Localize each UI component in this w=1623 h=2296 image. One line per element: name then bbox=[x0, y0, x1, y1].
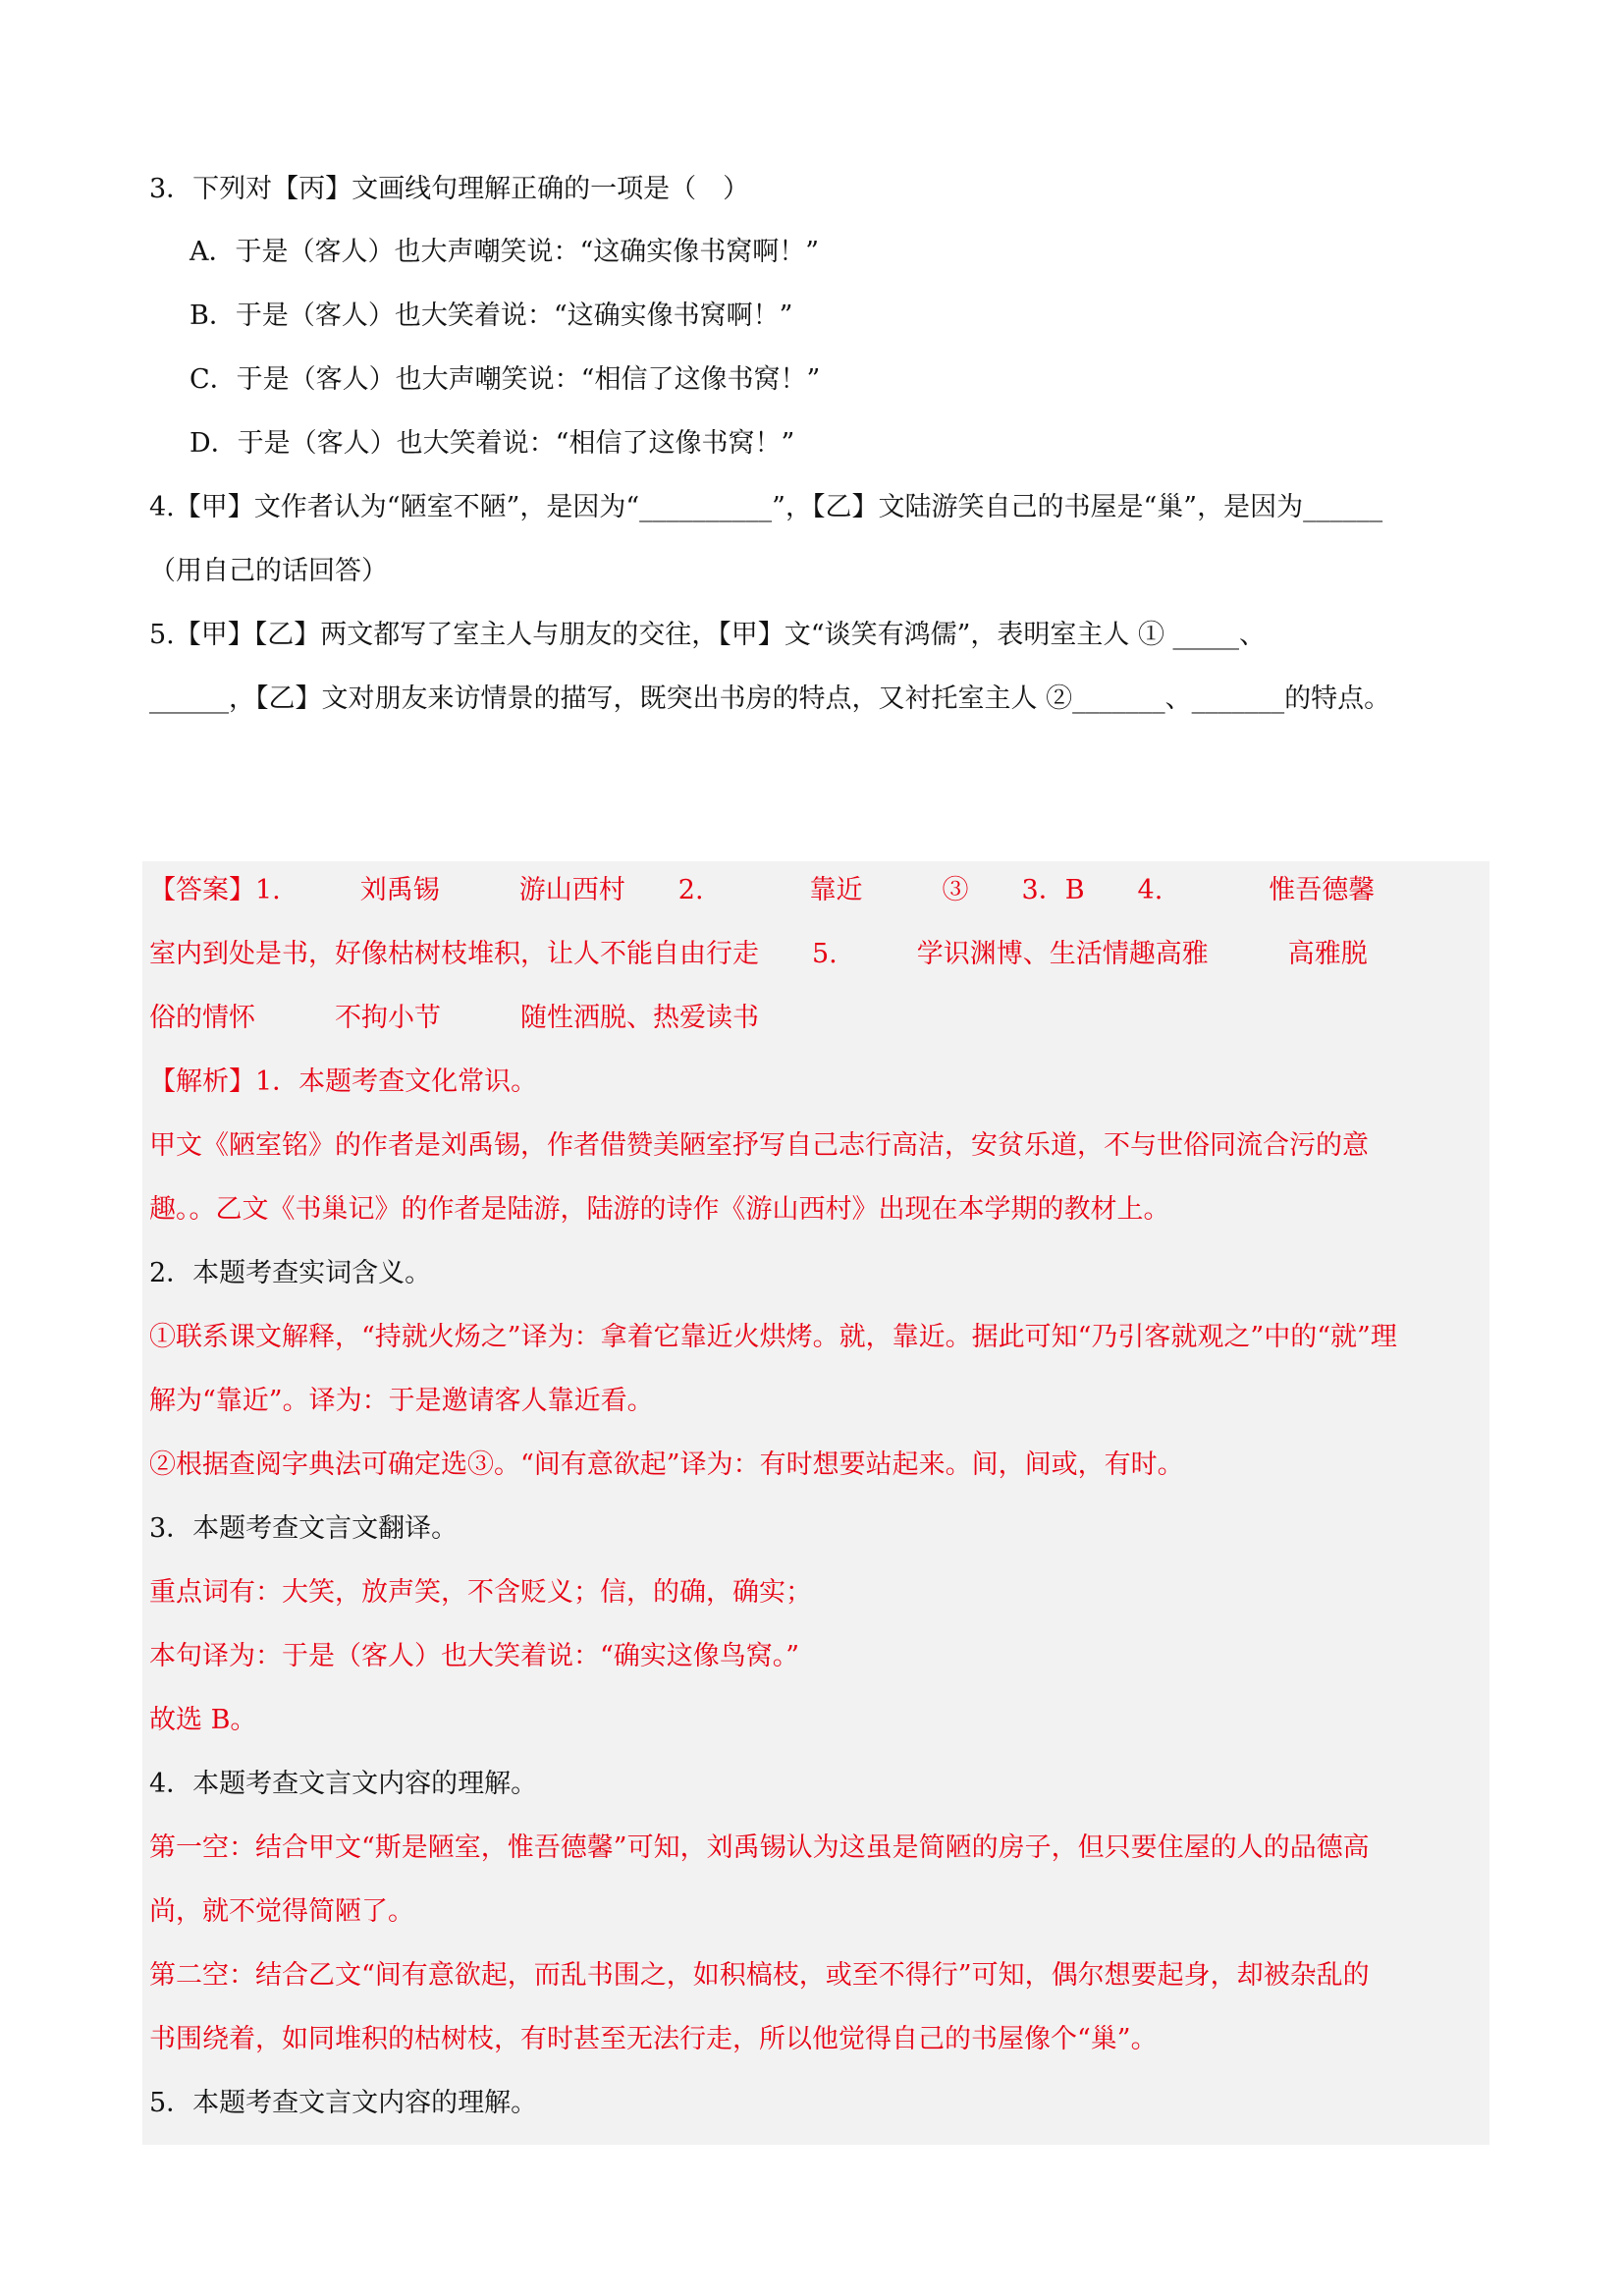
analysis-line: 解为“靠近”。译为：于是邀请客人靠近看。 bbox=[149, 1386, 654, 1416]
analysis-line: 第二空：结合乙文“间有意欲起，而乱书围之，如积槁枝，或至不得行”可知，偶尔想要起身，却被杂乱的 bbox=[149, 1960, 1370, 1991]
analysis-line: 本句译为：于是（客人）也大笑着说：“确实这像鸟窝。” bbox=[149, 1641, 800, 1671]
analysis-line: 4．本题考查文言文内容的理解。 bbox=[149, 1769, 538, 1799]
analysis-line: 重点词有：大笑，放声笑，不含贬义；信，的确，确实； bbox=[149, 1577, 812, 1608]
answer-line-1: 【答案】1. 刘禹锡 游山西村 2. 靠近 ③ 3．B 4. 惟吾德馨 bbox=[149, 875, 1376, 905]
analysis-line: 第一空：结合甲文“斯是陋室，惟吾德馨”可知，刘禹锡认为这虽是简陋的房子，但只要住屋的人的品德高 bbox=[149, 1832, 1370, 1863]
analysis-line: 3．本题考查文言文翻译。 bbox=[149, 1513, 459, 1544]
q5-line1: 5.【甲】【乙】两文都写了室主人与朋友的交往，【甲】文“谈笑有鸿儒”，表明室主人 ① _____、 bbox=[149, 620, 1267, 650]
q3-stem: 3．下列对【丙】文画线句理解正确的一项是（ ） bbox=[149, 174, 750, 204]
analysis-line: 故选 B。 bbox=[149, 1705, 257, 1735]
analysis-line: 趣。。乙文《书巢记》的作者是陆游，陆游的诗作《游山西村》出现在本学期的教材上。 bbox=[149, 1194, 1170, 1225]
q3-option-d: D．于是（客人）也大笑着说：“相信了这像书窝！” bbox=[189, 428, 795, 459]
analysis-line: ②根据查阅字典法可确定选③。“间有意欲起”译为：有时想要站起来。间，间或，有时。 bbox=[149, 1449, 1184, 1480]
q3-option-a: A．于是（客人）也大声嘲笑说：“这确实像书窝啊！” bbox=[189, 237, 820, 267]
analysis-line: 书围绕着，如同堆积的枯树枝，有时甚至无法行走，所以他觉得自己的书屋像个“巢”。 bbox=[149, 2024, 1158, 2054]
q5-line2: ______，【乙】文对朋友来访情景的描写，既突出书房的特点，又衬托室主人 ②_______、_______的特点。 bbox=[149, 683, 1391, 714]
analysis-line: ①联系课文解释，“持就火炀之”译为：拿着它靠近火烘烤。就，靠近。据此可知“乃引客就观之”中的“就”理 bbox=[149, 1322, 1397, 1352]
q4-line2: （用自己的话回答） bbox=[149, 556, 388, 586]
answer-analysis-box bbox=[142, 861, 1489, 2145]
analysis-line: 5．本题考查文言文内容的理解。 bbox=[149, 2088, 538, 2118]
q4-line1: 4.【甲】文作者认为“陋室不陋”，是因为“__________”，【乙】文陆游笑自己的书屋是“巢”，是因为______ bbox=[149, 492, 1383, 522]
analysis-line: 2．本题考查实词含义。 bbox=[149, 1258, 432, 1288]
answer-line-2: 室内到处是书，好像枯树枝堆积，让人不能自由行走 5. 学识渊博、生活情趣高雅 高雅脱 bbox=[149, 939, 1368, 969]
q3-option-b: B．于是（客人）也大笑着说：“这确实像书窝啊！” bbox=[189, 301, 793, 331]
answer-line-3: 俗的情怀 不拘小节 随性洒脱、热爱读书 bbox=[149, 1003, 759, 1033]
analysis-line: 甲文《陋室铭》的作者是刘禹锡，作者借赞美陋室抒写自己志行高洁，安贫乐道，不与世俗同流合污的意 bbox=[149, 1130, 1369, 1161]
q3-option-c: C．于是（客人）也大声嘲笑说：“相信了这像书窝！” bbox=[189, 364, 821, 395]
analysis-title: 【解析】1．本题考查文化常识。 bbox=[149, 1066, 538, 1097]
analysis-line: 尚，就不觉得简陋了。 bbox=[149, 1896, 414, 1927]
